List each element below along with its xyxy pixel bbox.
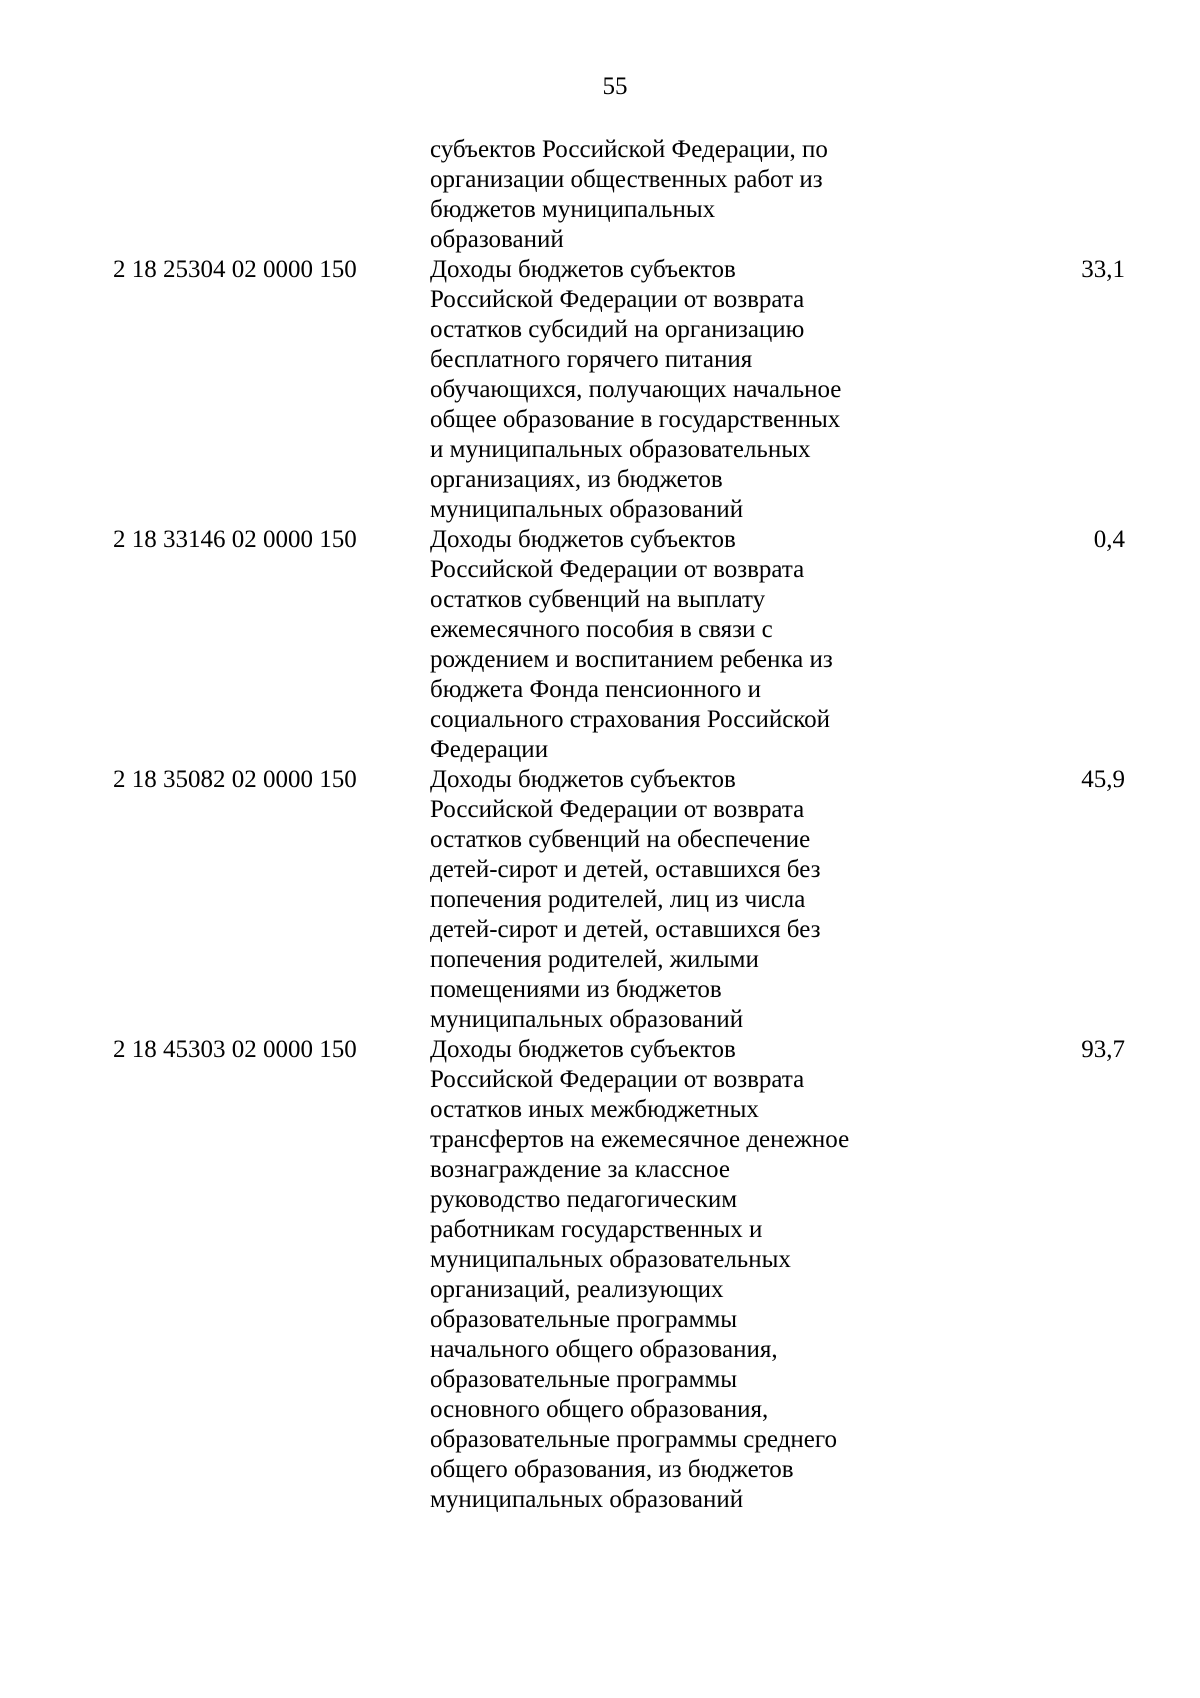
revenue-description-line: работникам государственных и <box>430 1216 763 1243</box>
continuation-description-line: бюджетов муниципальных <box>430 196 716 223</box>
revenue-description-line: Доходы бюджетов субъектов <box>430 256 736 283</box>
revenue-description-line: остатков субсидий на организацию <box>430 316 805 343</box>
revenue-description-line: образовательные программы <box>430 1306 738 1333</box>
revenue-description-line: Российской Федерации от возврата <box>430 796 805 823</box>
continuation-description-line: организации общественных работ из <box>430 166 823 193</box>
revenue-description-line: трансфертов на ежемесячное денежное <box>430 1126 850 1153</box>
revenue-description-line: общее образование в государственных <box>430 406 841 433</box>
revenue-description-line: муниципальных образований <box>430 1486 744 1513</box>
revenue-description-line: муниципальных образований <box>430 1006 744 1033</box>
revenue-description-line: Доходы бюджетов субъектов <box>430 526 736 553</box>
revenue-description-line: остатков иных межбюджетных <box>430 1096 759 1123</box>
revenue-code: 2 18 33146 02 0000 150 <box>113 526 357 553</box>
revenue-description-line: остатков субвенций на выплату <box>430 586 766 613</box>
revenue-description-line: детей-сирот и детей, оставшихся без <box>430 856 821 883</box>
revenue-description-line: начального общего образования, <box>430 1336 778 1363</box>
revenue-description-line: организациях, из бюджетов <box>430 466 723 493</box>
revenue-description-line: организаций, реализующих <box>430 1276 724 1303</box>
revenue-description-line: вознаграждение за классное <box>430 1156 730 1183</box>
revenue-description-line: Российской Федерации от возврата <box>430 556 805 583</box>
revenue-description-line: муниципальных образований <box>430 496 744 523</box>
continuation-description-line: субъектов Российской Федерации, по <box>430 136 828 163</box>
revenue-description-line: попечения родителей, лиц из числа <box>430 886 806 913</box>
revenue-description-line: руководство педагогическим <box>430 1186 738 1213</box>
revenue-description-line: бесплатного горячего питания <box>430 346 753 373</box>
revenue-description-line: ежемесячного пособия в связи с <box>430 616 773 643</box>
revenue-description-line: детей-сирот и детей, оставшихся без <box>430 916 821 943</box>
continuation-description-line: образований <box>430 226 564 253</box>
revenue-code: 2 18 35082 02 0000 150 <box>113 766 357 793</box>
revenue-description-line: образовательные программы <box>430 1366 738 1393</box>
revenue-description-line: Доходы бюджетов субъектов <box>430 766 736 793</box>
revenue-description-line: социального страхования Российской <box>430 706 831 733</box>
revenue-code: 2 18 25304 02 0000 150 <box>113 256 357 283</box>
revenue-description-line: общего образования, из бюджетов <box>430 1456 794 1483</box>
revenue-amount: 45,9 <box>1081 766 1125 793</box>
revenue-description-line: Российской Федерации от возврата <box>430 1066 805 1093</box>
revenue-description-line: попечения родителей, жилыми <box>430 946 759 973</box>
revenue-description-line: Федерации <box>430 736 549 763</box>
revenue-description-line: и муниципальных образовательных <box>430 436 811 463</box>
revenue-description-line: остатков субвенций на обеспечение <box>430 826 811 853</box>
revenue-amount: 33,1 <box>1081 256 1125 283</box>
revenue-description-line: Российской Федерации от возврата <box>430 286 805 313</box>
revenue-amount: 93,7 <box>1081 1036 1125 1063</box>
revenue-amount: 0,4 <box>1093 526 1125 553</box>
revenue-code: 2 18 45303 02 0000 150 <box>113 1036 357 1063</box>
page-number: 55 <box>602 73 628 100</box>
revenue-description-line: основного общего образования, <box>430 1396 769 1423</box>
revenue-description-line: бюджета Фонда пенсионного и <box>430 676 762 703</box>
revenue-description-line: обучающихся, получающих начальное <box>430 376 842 403</box>
revenue-description-line: муниципальных образовательных <box>430 1246 791 1273</box>
revenue-description-line: рождением и воспитанием ребенка из <box>430 646 833 673</box>
revenue-description-line: Доходы бюджетов субъектов <box>430 1036 736 1063</box>
revenue-description-line: образовательные программы среднего <box>430 1426 837 1453</box>
revenue-description-line: помещениями из бюджетов <box>430 976 722 1003</box>
